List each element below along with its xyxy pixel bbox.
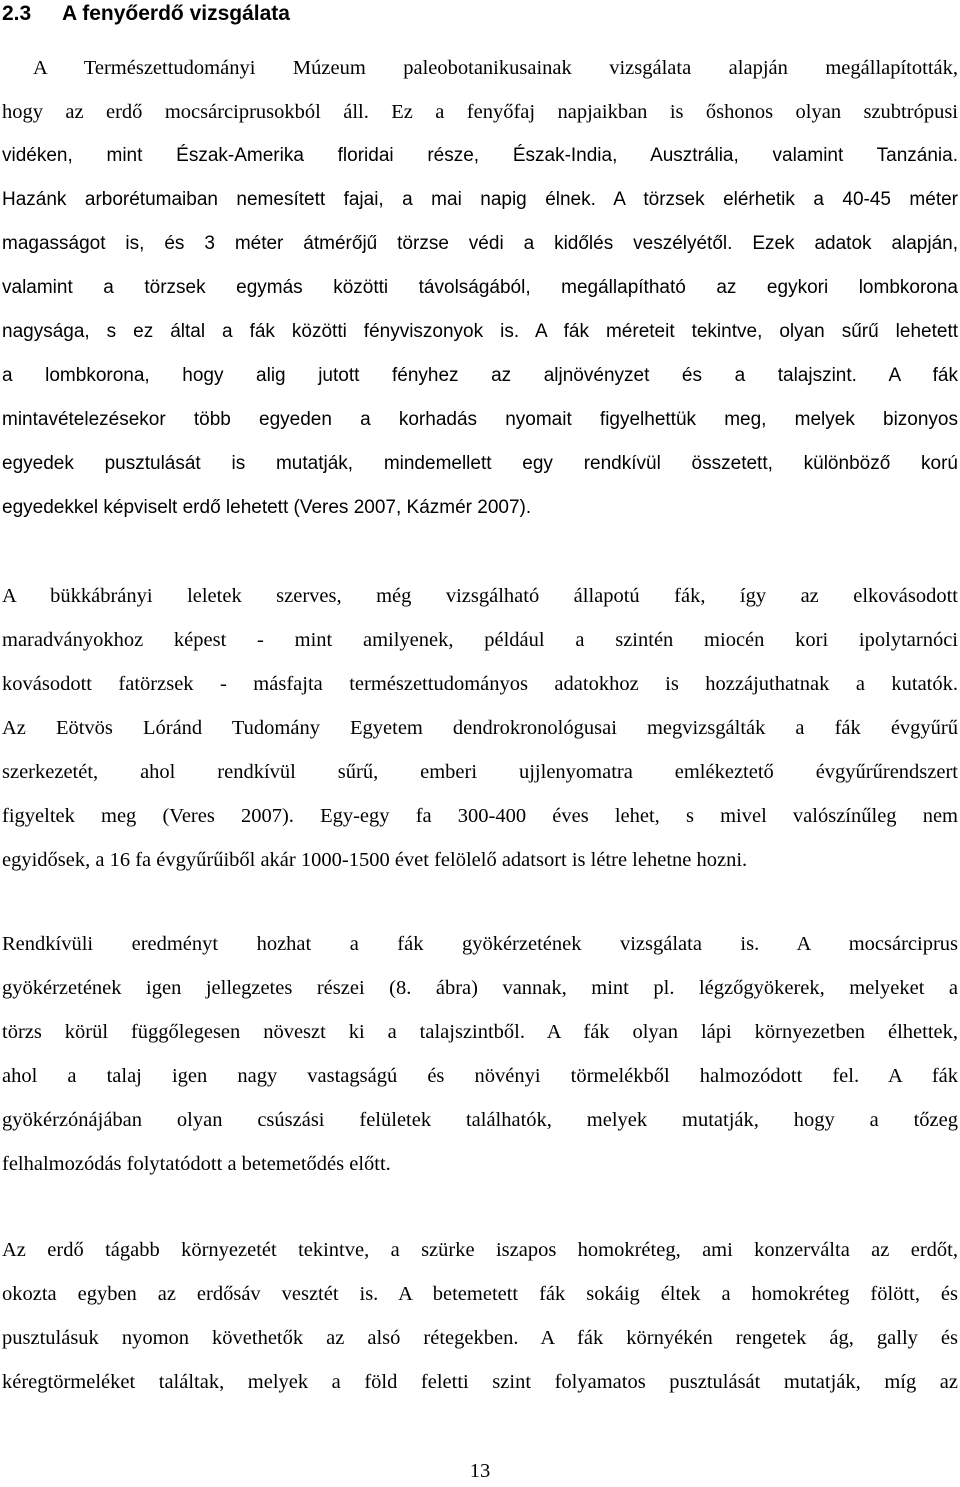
paragraph-line: pusztulásuk nyomon követhetők az alsó rétegekben. A fák környékén rengetek ág, gally és	[2, 1327, 958, 1349]
paragraph-line: gyökérzetének igen jellegzetes részei (8. ábra) vannak, mint pl. légzőgyökerek, melyeket a	[2, 977, 958, 999]
paragraph-line: mintavételezésekor több egyeden a korhadás nyomait figyelhettük meg, melyek bizonyos	[2, 409, 958, 430]
paragraph-line: ahol a talaj igen nagy vastagságú és növényi törmelékből halmozódott fel. A fák	[2, 1065, 958, 1087]
paragraph-line: maradványokhoz képest - mint amilyenek, például a szintén miocén kori ipolytarnóci	[2, 629, 958, 651]
paragraph-line: egyedek pusztulását is mutatják, mindemellett egy rendkívül összetett, különböző korú	[2, 453, 958, 474]
paragraph-line: felhalmozódás folytatódott a betemetődés előtt.	[2, 1153, 391, 1175]
paragraph-line: kovásodott fatörzsek - másfajta természettudományos adatokhoz is hozzájuthatnak a kutatók.	[2, 673, 958, 695]
paragraph-line: vidéken, mint Észak-Amerika floridai része, Észak-India, Ausztrália, valamint Tanzánia.	[2, 145, 958, 166]
paragraph-line: gyökérzónájában olyan csúszási felületek találhatók, melyek mutatják, hogy a tőzeg	[2, 1109, 958, 1131]
paragraph-line: kéregtörmeléket találtak, melyek a föld feletti szint folyamatos pusztulását mutatják, míg az	[2, 1371, 958, 1393]
paragraph-line: a lombkorona, hogy alig jutott fényhez az aljnövényzet és a talajszint. A fák	[2, 365, 958, 386]
paragraph-line: törzs körül függőlegesen növeszt ki a talajszintből. A fák olyan lápi környezetben élhettek,	[2, 1021, 958, 1043]
paragraph-line: egyidősek, a 16 fa évgyűrűiből akár 1000-1500 évet felölelő adatsort is létre lehetne hozni.	[2, 849, 748, 871]
paragraph-line: okozta egyben az erdősáv vesztét is. A betemetett fák sokáig éltek a homokréteg fölött, és	[2, 1283, 958, 1305]
paragraph-4	[2, 1228, 958, 1404]
section-heading	[2, 2, 290, 26]
paragraph-line: A bükkábrányi leletek szerves, még vizsgálható állapotú fák, így az elkovásodott	[2, 585, 958, 607]
paragraph-line: A Természettudományi Múzeum paleobotanikusainak vizsgálata alapján megállapították,	[33, 57, 958, 79]
section-number: 2.3	[2, 2, 32, 25]
paragraph-line: szerkezetét, ahol rendkívül sűrű, emberi ujjlenyomatra emlékeztető évgyűrűrendszert	[2, 761, 958, 783]
paragraph-line: Rendkívüli eredményt hozhat a fák gyökérzetének vizsgálata is. A mocsárciprus	[2, 933, 958, 955]
paragraph-2	[2, 574, 958, 882]
paragraph-line: Hazánk arborétumaiban nemesített fajai, a mai napig élnek. A törzsek elérhetik a 40-45 méter	[2, 189, 958, 210]
paragraph-line: hogy az erdő mocsárciprusokból áll. Ez a fenyőfaj napjaikban is őshonos olyan szubtrópusi	[2, 101, 958, 123]
paragraph-line: magasságot is, és 3 méter átmérőjű törzse védi a kidőlés veszélyétől. Ezek adatok alapján,	[2, 233, 958, 254]
section-title: A fenyőerdő vizsgálata	[62, 2, 290, 25]
paragraph-line: nagysága, s ez által a fák közötti fényviszonyok is. A fák méreteit tekintve, olyan sűrű lehetett	[2, 321, 958, 342]
paragraph-1	[2, 46, 958, 530]
page-number: 13	[469, 1460, 491, 1482]
paragraph-line: egyedekkel képviselt erdő lehetett (Veres 2007, Kázmér 2007).	[2, 497, 532, 518]
paragraph-3	[2, 922, 958, 1186]
paragraph-line: Az Eötvös Lóránd Tudomány Egyetem dendrokronológusai megvizsgálták a fák évgyűrű	[2, 717, 958, 739]
paragraph-line: valamint a törzsek egymás közötti távolságából, megállapítható az egykori lombkorona	[2, 277, 958, 298]
paragraph-line: Az erdő tágabb környezetét tekintve, a szürke iszapos homokréteg, ami konzerválta az erdőt,	[2, 1239, 958, 1261]
paragraph-line: figyeltek meg (Veres 2007). Egy-egy fa 300-400 éves lehet, s mivel valószínűleg nem	[2, 805, 958, 827]
